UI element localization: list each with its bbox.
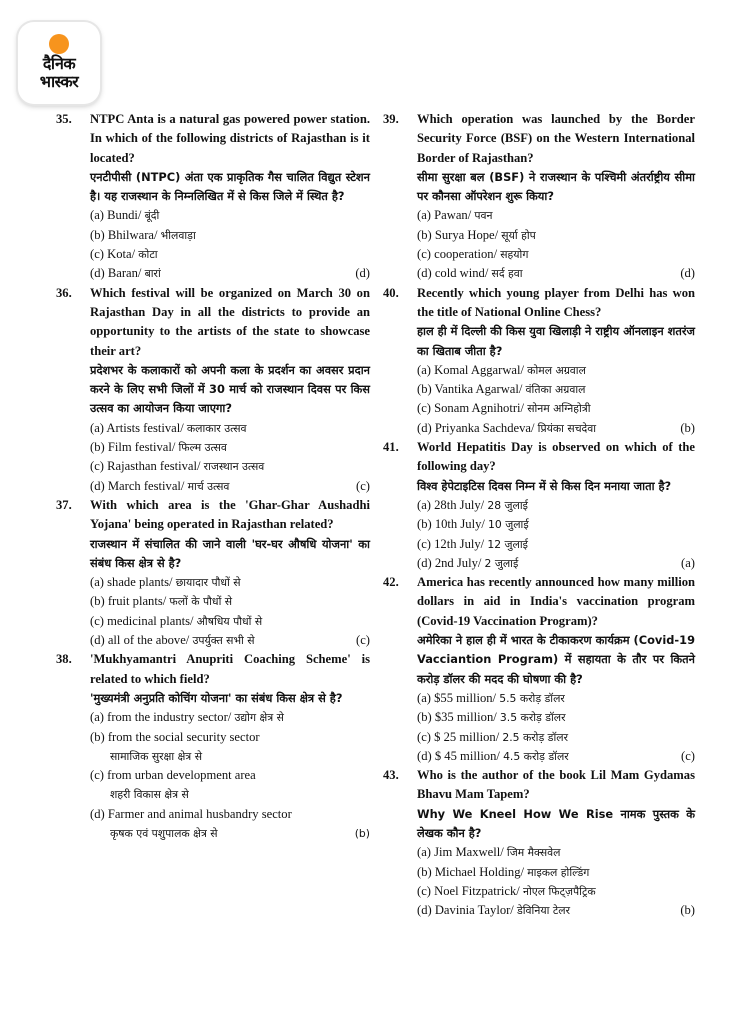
option-english: (d) cold wind/ xyxy=(417,266,489,281)
option-hindi: कोमल अग्रवाल xyxy=(527,363,586,377)
question-text-english: World Hepatitis Day is observed on which of the following day? xyxy=(417,440,695,474)
option-hindi: उद्योग क्षेत्र से xyxy=(234,711,284,725)
option-english: (b) Film festival/ xyxy=(90,440,176,455)
option-item xyxy=(417,226,695,245)
option-english: (b) Surya Hope/ xyxy=(417,227,499,242)
question-number: 42. xyxy=(383,575,399,590)
option-item xyxy=(90,264,370,283)
option-english: (c) from urban development area xyxy=(90,768,256,783)
option-item xyxy=(417,399,695,418)
answer-label: (b) xyxy=(680,903,695,918)
question-text-hindi: 'मुख्यमंत्री अनुप्रति कोचिंग योजना' का संबंध किस क्षेत्र से है? xyxy=(90,690,343,705)
option-english: (c) cooperation/ xyxy=(417,247,498,262)
option-hindi: माइकल होल्डिंग xyxy=(527,865,590,879)
question-text-english: Which festival will be organized on March 30 on Rajasthan Day in all the districts to provide an opportunity to the artists of the state to showcase their art? xyxy=(90,285,370,358)
option-item xyxy=(417,901,695,920)
option-english: (d) Farmer and animal husbandry sector xyxy=(90,806,292,821)
question-number: 38. xyxy=(56,652,72,667)
question-number: 36. xyxy=(56,285,72,300)
option-english: (c) 12th July/ xyxy=(417,536,485,551)
option-hindi: सूर्या होप xyxy=(501,228,536,242)
question-block xyxy=(383,766,695,920)
option-item xyxy=(417,863,695,882)
option-item xyxy=(417,747,695,766)
option-item xyxy=(417,206,695,225)
question-text-hindi: हाल ही में दिल्ली की किस युवा खिलाड़ी ने राष्ट्रीय ऑनलाइन शतरंज का खिताब जीता है? xyxy=(417,324,695,358)
answer-label: (c) xyxy=(681,748,695,763)
option-hindi: 5.5 करोड़ डॉलर xyxy=(499,691,565,705)
option-hindi: 12 जुलाई xyxy=(487,537,528,551)
question-block xyxy=(56,650,370,843)
option-hindi: नोएल फिट्ज़पैट्रिक xyxy=(522,884,596,898)
question-text-hindi: अमेरिका ने हाल ही में भारत के टीकाकरण कार्यक्रम (Covid-19 Vacciantion Program) में सहायता के तौर पर कितने करोड़ डॉलर की मदद की घोषणा की है? xyxy=(417,633,695,686)
option-item xyxy=(90,419,370,438)
option-english: (a) Pawan/ xyxy=(417,208,472,223)
question-block xyxy=(56,284,370,496)
question-text-hindi: प्रदेशभर के कलाकारों को अपनी कला के प्रदर्शन का अवसर प्रदान करने के लिए सभी जिलों में 30 मार्च को राजस्थान दिवस पर किस उत्सव का आयोजन किया जाएगा? xyxy=(90,362,370,416)
option-hindi: 2 जुलाई xyxy=(484,556,519,570)
question-number: 43. xyxy=(383,768,399,783)
option-english: (d) $ 45 million/ xyxy=(417,748,500,763)
question-text-english: Recently which young player from Delhi has won the title of National Online Chess? xyxy=(417,285,695,319)
option-item xyxy=(90,592,370,611)
option-english: (c) medicinal plants/ xyxy=(90,613,194,628)
option-item xyxy=(417,843,695,862)
option-hindi: फिल्म उत्सव xyxy=(178,441,227,455)
option-english: (a) shade plants/ xyxy=(90,575,173,590)
option-english: (a) Artists festival/ xyxy=(90,420,184,435)
option-item xyxy=(90,457,370,476)
option-english: (c) Rajasthan festival/ xyxy=(90,459,201,474)
dainik-bhaskar-logo xyxy=(18,22,100,104)
option-hindi: पवन xyxy=(474,209,493,223)
option-item xyxy=(417,264,695,283)
option-english: (a) Bundi/ xyxy=(90,208,142,223)
option-hindi: उपर्युक्त सभी से xyxy=(192,634,255,648)
answer-label: (d) xyxy=(355,266,370,281)
option-hindi: सहयोग xyxy=(500,248,529,262)
option-hindi: मार्च उत्सव xyxy=(187,479,230,493)
question-block xyxy=(383,284,695,438)
option-english: (d) 2nd July/ xyxy=(417,555,482,570)
option-english: (a) Jim Maxwell/ xyxy=(417,845,504,860)
option-english: (d) Priyanka Sachdeva/ xyxy=(417,420,535,435)
option-english: (d) Baran/ xyxy=(90,266,142,281)
option-item xyxy=(90,573,370,592)
question-text-hindi: सीमा सुरक्षा बल (BSF) ने राजस्थान के पश्चिमी अंतर्राष्ट्रीय सीमा पर कौनसा ऑपरेशन शुरू किया? xyxy=(417,169,695,204)
question-text-hindi: राजस्थान में संचालित की जाने वाली 'घर-घर औषधि योजना' का संबंध किस क्षेत्र से है? xyxy=(90,536,370,570)
question-block xyxy=(383,573,695,766)
option-item xyxy=(90,631,370,650)
option-item xyxy=(417,882,695,901)
option-item xyxy=(417,245,695,264)
option-item xyxy=(417,515,695,534)
answer-label: (d) xyxy=(680,266,695,281)
question-text-english: NTPC Anta is a natural gas powered power station. In which of the following districts of Rajasthan is it located? xyxy=(90,112,370,165)
option-english: (b) from the social security sector xyxy=(90,729,260,744)
option-hindi: बूंदी xyxy=(144,209,160,223)
question-text-hindi: एनटीपीसी (NTPC) अंता एक प्राकृतिक गैस चालित विद्युत स्टेशन है। यह राजस्थान के निम्नलिखित में से किस जिले में स्थित है? xyxy=(90,169,370,204)
option-english: (b) fruit plants/ xyxy=(90,594,167,609)
option-item xyxy=(90,728,370,747)
option-item xyxy=(417,380,695,399)
option-hindi: जिम मैक्सवेल xyxy=(506,846,561,860)
option-english: (d) March festival/ xyxy=(90,478,185,493)
option-hindi: कोटा xyxy=(138,248,158,262)
option-hindi-line: सामाजिक सुरक्षा क्षेत्र से xyxy=(110,749,202,763)
option-english: (a) 28th July/ xyxy=(417,497,485,512)
option-hindi-line: शहरी विकास क्षेत्र से xyxy=(110,788,189,802)
question-block xyxy=(383,438,695,573)
option-english: (b) Vantika Agarwal/ xyxy=(417,382,523,397)
question-block xyxy=(56,496,370,650)
option-hindi: सर्द हवा xyxy=(491,267,523,281)
option-hindi: डेविनिया टेलर xyxy=(516,904,571,918)
option-hindi: 3.5 करोड़ डॉलर xyxy=(499,711,566,725)
option-hindi: 28 जुलाई xyxy=(487,498,528,512)
option-item xyxy=(90,206,370,225)
option-item xyxy=(90,226,370,245)
option-item xyxy=(417,535,695,554)
logo-word-bhaskar: भास्कर xyxy=(39,72,79,91)
question-number: 37. xyxy=(56,497,72,512)
option-item xyxy=(90,612,370,631)
answer-label: (c) xyxy=(356,478,370,493)
option-item xyxy=(417,689,695,708)
question-text-english: Which operation was launched by the Border Security Force (BSF) on the Western International Border of Rajasthan? xyxy=(417,112,695,165)
option-item xyxy=(90,438,370,457)
question-block xyxy=(383,110,695,284)
option-english: (c) Kota/ xyxy=(90,247,136,262)
option-item xyxy=(90,245,370,264)
option-item xyxy=(417,419,695,438)
option-hindi: बारां xyxy=(144,267,161,281)
left-column xyxy=(56,110,370,843)
option-item xyxy=(90,708,370,727)
question-text-english: 'Mukhyamantri Anupriti Coaching Scheme' is related to which field? xyxy=(90,652,370,686)
answer-label: (c) xyxy=(356,633,370,648)
answer-label: (b) xyxy=(680,420,695,435)
option-item xyxy=(417,496,695,515)
answer-label: (a) xyxy=(681,555,695,570)
option-english: (c) Sonam Agnihotri/ xyxy=(417,401,525,416)
option-hindi: 4.5 करोड़ डॉलर xyxy=(503,749,569,763)
option-english: (d) Davinia Taylor/ xyxy=(417,903,514,918)
option-english: (a) Komal Aggarwal/ xyxy=(417,362,525,377)
question-text-english: With which area is the 'Ghar-Ghar Aushadhi Yojana' being operated in Rajasthan related? xyxy=(90,497,370,532)
option-hindi: फलों के पौधों से xyxy=(169,595,233,609)
question-text-hindi: Why We Kneel How We Rise नामक पुस्तक के लेखक कौन है? xyxy=(417,806,695,840)
option-hindi: प्रियंका सचदेवा xyxy=(537,421,597,435)
question-number: 41. xyxy=(383,440,399,455)
option-hindi-line: कृषक एवं पशुपालक क्षेत्र से (b) xyxy=(90,824,370,843)
option-english: (b) $35 million/ xyxy=(417,710,497,725)
option-hindi: वंतिका अग्रवाल xyxy=(525,383,586,397)
question-block xyxy=(56,110,370,284)
option-english: (b) Bhilwara/ xyxy=(90,227,158,242)
logo-word-dainik: दैनिक xyxy=(42,54,76,73)
question-text-hindi: विश्व हेपेटाइटिस दिवस निम्न में से किस दिन मनाया जाता है? xyxy=(417,478,672,493)
right-column xyxy=(383,110,695,920)
option-item xyxy=(417,554,695,573)
sun-icon xyxy=(49,34,69,54)
option-english: (b) Michael Holding/ xyxy=(417,864,525,879)
option-hindi: सोनम अग्निहोत्री xyxy=(527,402,591,416)
option-english: (a) $55 million/ xyxy=(417,690,497,705)
option-hindi: 10 जुलाई xyxy=(488,518,529,532)
option-item xyxy=(90,477,370,496)
option-english: (d) all of the above/ xyxy=(90,633,190,648)
option-item xyxy=(90,805,370,824)
answer-label: (b) xyxy=(354,826,370,840)
option-item xyxy=(417,708,695,727)
option-item xyxy=(417,728,695,747)
option-hindi: भीलवाड़ा xyxy=(160,228,196,242)
question-number: 40. xyxy=(383,285,399,300)
question-number: 35. xyxy=(56,112,72,126)
option-english: (c) $ 25 million/ xyxy=(417,729,500,744)
option-hindi: औषधिय पौधों से xyxy=(196,614,263,628)
option-english: (a) from the industry sector/ xyxy=(90,710,232,725)
option-hindi: छायादार पौधों से xyxy=(175,576,241,590)
option-hindi: राजस्थान उत्सव xyxy=(203,460,265,474)
question-text-english: Who is the author of the book Lil Mam Gydamas Bhavu Mam Tapem? xyxy=(417,768,695,802)
question-text-english: America has recently announced how many million dollars in aid in India's vaccination program (Covid-19 Vaccination Program)? xyxy=(417,575,695,628)
option-item xyxy=(90,766,370,785)
question-number: 39. xyxy=(383,112,399,126)
option-hindi: 2.5 करोड़ डॉलर xyxy=(502,730,568,744)
option-hindi: कलाकार उत्सव xyxy=(186,421,247,435)
option-english: (b) 10th July/ xyxy=(417,517,485,532)
option-english: (c) Noel Fitzpatrick/ xyxy=(417,883,520,898)
option-item xyxy=(417,361,695,380)
